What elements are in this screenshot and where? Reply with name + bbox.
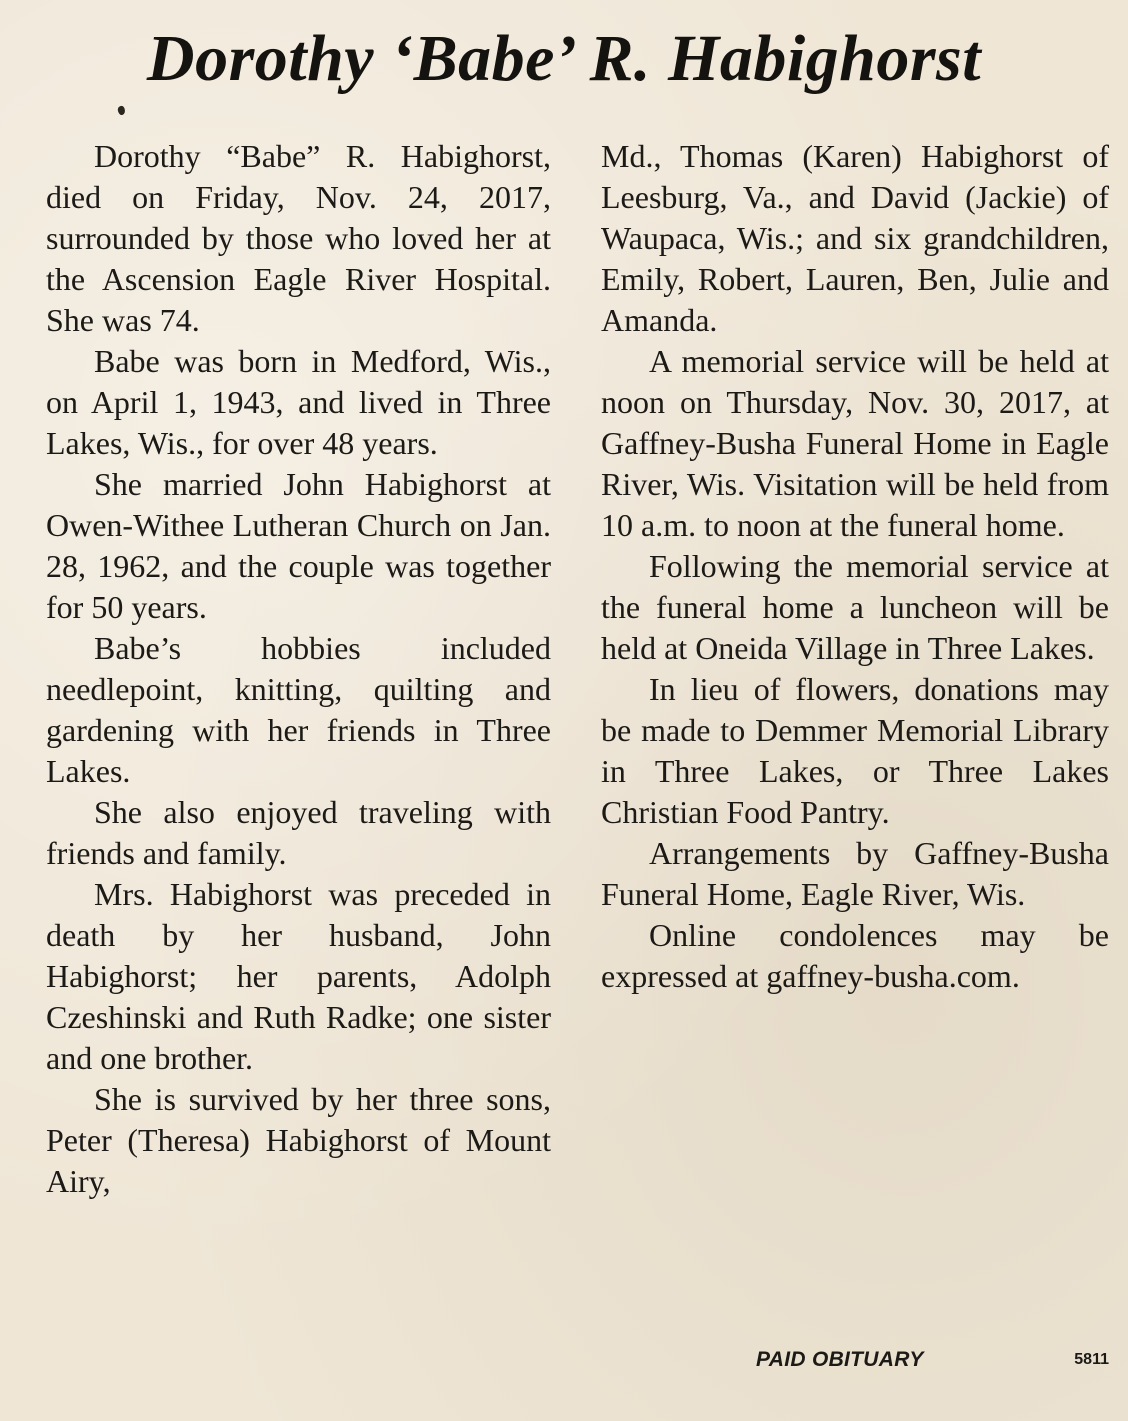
paragraph-survived: She is survived by her three sons, Peter (Theresa) Habighorst of Mount Airy,	[46, 1081, 551, 1199]
right-column	[601, 136, 1109, 997]
paragraph-hobbies: Babe’s hobbies included needlepoint, knitting, quilting and gardening with her friends in Three Lakes.	[46, 630, 551, 789]
paragraph-survivors-continued: Md., Thomas (Karen) Habighorst of Leesburg, Va., and David (Jackie) of Waupaca, Wis.; and six grandchildren, Emily, Robert, Lauren, Ben, Julie and Amanda.	[601, 138, 1109, 338]
paragraph-preceded: Mrs. Habighorst was preceded in death by her husband, John Habighorst; her parents, Adolph Czeshinski and Ruth Radke; one sister and one brother.	[46, 876, 551, 1076]
left-column	[46, 136, 551, 1202]
paragraph-luncheon: Following the memorial service at the funeral home a luncheon will be held at Oneida Village in Three Lakes.	[601, 548, 1109, 666]
obituary-headline: Dorothy ‘Babe’ R. Habighorst	[146, 22, 982, 95]
paid-obituary-label: PAID OBITUARY	[756, 1348, 924, 1371]
paragraph-marriage: She married John Habighorst at Owen-Withee Lutheran Church on Jan. 28, 1962, and the couple was together for 50 years.	[46, 466, 551, 625]
paragraph-condolences: Online condolences may be expressed at gaffney-busha.com.	[601, 917, 1109, 994]
paragraph-birth: Babe was born in Medford, Wis., on April 1, 1943, and lived in Three Lakes, Wis., for over 48 years.	[46, 343, 551, 461]
paragraph-death: Dorothy “Babe” R. Habighorst, died on Friday, Nov. 24, 2017, surrounded by those who loved her at the Ascension Eagle River Hospital. She was 74.	[46, 138, 551, 338]
obituary-footer	[601, 1344, 1109, 1378]
paragraph-memorial-service: A memorial service will be held at noon on Thursday, Nov. 30, 2017, at Gaffney-Busha Funeral Home in Eagle River, Wis. Visitation will be held from 10 a.m. to noon at the funeral home.	[601, 343, 1109, 543]
paragraph-traveling: She also enjoyed traveling with friends and family.	[46, 794, 551, 871]
ad-number: 5811	[1074, 1351, 1109, 1368]
paragraph-arrangements: Arrangements by Gaffney-Busha Funeral Home, Eagle River, Wis.	[601, 835, 1109, 912]
paragraph-donations: In lieu of flowers, donations may be made to Demmer Memorial Library in Three Lakes, or Three Lakes Christian Food Pantry.	[601, 671, 1109, 830]
ink-speck	[117, 105, 127, 116]
